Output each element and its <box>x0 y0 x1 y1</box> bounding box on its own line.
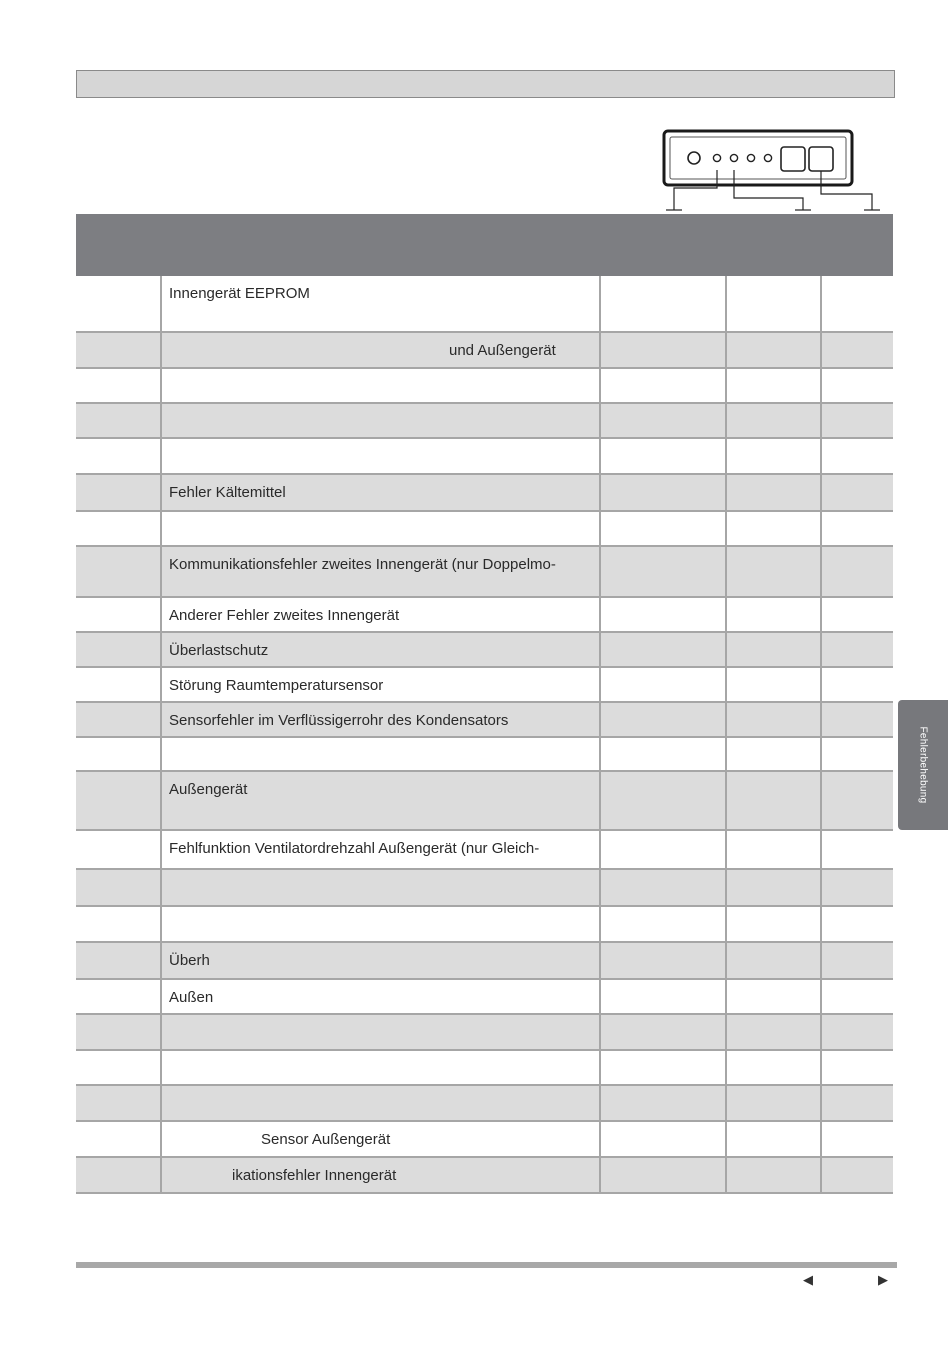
table-cell <box>822 333 893 367</box>
error-description-cell: Fehler Kältemittel <box>162 475 601 510</box>
previous-page-icon[interactable]: ◀ <box>803 1272 813 1287</box>
table-cell <box>822 598 893 631</box>
table-cell <box>76 512 162 545</box>
table-cell <box>601 668 727 701</box>
error-description-cell: Störung Raumtemperatursensor <box>162 668 601 701</box>
table-cell <box>76 369 162 402</box>
table-cell <box>727 1051 822 1084</box>
table-cell <box>601 943 727 978</box>
table-cell <box>822 276 893 331</box>
table-cell <box>727 980 822 1013</box>
table-cell <box>822 703 893 736</box>
table-row <box>76 831 893 870</box>
table-cell <box>727 668 822 701</box>
table-cell <box>76 276 162 331</box>
table-row <box>76 547 893 598</box>
error-description-cell <box>162 512 601 545</box>
table-cell <box>822 475 893 510</box>
table-cell <box>727 1158 822 1192</box>
table-cell <box>727 633 822 666</box>
table-cell <box>601 703 727 736</box>
table-cell <box>727 598 822 631</box>
side-tab-fehlerbehebung[interactable] <box>898 700 948 830</box>
table-cell <box>822 870 893 905</box>
table-cell <box>601 547 727 596</box>
table-cell <box>76 404 162 437</box>
table-cell <box>822 668 893 701</box>
table-cell <box>601 738 727 770</box>
table-cell <box>76 980 162 1013</box>
error-description-cell: Sensor Außengerät <box>162 1122 601 1156</box>
table-cell <box>727 907 822 941</box>
error-description-cell <box>162 907 601 941</box>
table-cell <box>727 439 822 473</box>
table-cell <box>822 1086 893 1120</box>
table-row <box>76 512 893 547</box>
table-row <box>76 980 893 1015</box>
table-cell <box>601 1122 727 1156</box>
table-cell <box>727 333 822 367</box>
table-row <box>76 1086 893 1122</box>
table-cell <box>822 1158 893 1192</box>
table-cell <box>727 831 822 868</box>
table-cell <box>601 598 727 631</box>
table-cell <box>822 1015 893 1049</box>
table-cell <box>822 1051 893 1084</box>
table-cell <box>76 668 162 701</box>
table-row <box>76 633 893 668</box>
table-cell <box>727 276 822 331</box>
table-cell <box>601 475 727 510</box>
table-cell <box>76 547 162 596</box>
table-cell <box>727 703 822 736</box>
error-description-cell: Innengerät EEPROM <box>162 276 601 331</box>
table-cell <box>822 547 893 596</box>
error-description-cell <box>162 369 601 402</box>
table-cell <box>601 1086 727 1120</box>
table-cell <box>727 943 822 978</box>
table-cell <box>76 738 162 770</box>
table-cell <box>822 738 893 770</box>
table-cell <box>601 404 727 437</box>
table-cell <box>76 1051 162 1084</box>
table-cell <box>76 1086 162 1120</box>
table-cell <box>727 738 822 770</box>
table-row <box>76 738 893 772</box>
error-description-cell: Außen <box>162 980 601 1013</box>
table-cell <box>727 369 822 402</box>
table-row <box>76 703 893 738</box>
table-cell <box>601 512 727 545</box>
table-row <box>76 1122 893 1158</box>
table-cell <box>601 907 727 941</box>
table-row <box>76 1051 893 1086</box>
table-row <box>76 1158 893 1194</box>
table-cell <box>76 831 162 868</box>
table-cell <box>822 404 893 437</box>
display-panel-diagram <box>660 128 892 218</box>
error-description-cell <box>162 738 601 770</box>
table-cell <box>822 831 893 868</box>
error-description-cell: und Außengerät <box>162 333 601 367</box>
error-description-cell <box>162 870 601 905</box>
table-cell <box>822 1122 893 1156</box>
table-row <box>76 369 893 404</box>
table-row <box>76 668 893 703</box>
table-cell <box>727 1086 822 1120</box>
table-cell <box>822 907 893 941</box>
table-cell <box>76 1158 162 1192</box>
table-cell <box>822 772 893 829</box>
table-cell <box>601 633 727 666</box>
error-description-cell: ikationsfehler Innengerät <box>162 1158 601 1192</box>
table-cell <box>822 980 893 1013</box>
table-row <box>76 1015 893 1051</box>
table-row <box>76 439 893 475</box>
error-description-cell: Überlastschutz <box>162 633 601 666</box>
error-description-cell: Überh <box>162 943 601 978</box>
table-row <box>76 870 893 907</box>
table-cell <box>727 772 822 829</box>
table-cell <box>601 772 727 829</box>
footer-rule <box>76 1262 897 1268</box>
table-cell <box>76 907 162 941</box>
error-description-cell <box>162 404 601 437</box>
table-row <box>76 475 893 512</box>
table-cell <box>76 703 162 736</box>
table-cell <box>727 1122 822 1156</box>
table-cell <box>727 404 822 437</box>
table-cell <box>76 772 162 829</box>
error-description-cell <box>162 1051 601 1084</box>
table-cell <box>601 439 727 473</box>
table-cell <box>76 1122 162 1156</box>
error-description-cell <box>162 439 601 473</box>
table-cell <box>727 1015 822 1049</box>
title-bar <box>76 70 895 98</box>
table-row <box>76 404 893 439</box>
table-row <box>76 598 893 633</box>
error-description-cell <box>162 1086 601 1120</box>
table-cell <box>601 1015 727 1049</box>
table-header <box>76 214 893 276</box>
table-cell <box>76 943 162 978</box>
table-cell <box>822 512 893 545</box>
table-cell <box>601 1158 727 1192</box>
table-cell <box>76 870 162 905</box>
error-description-cell: Anderer Fehler zweites Innengerät <box>162 598 601 631</box>
error-description-cell <box>162 1015 601 1049</box>
table-row <box>76 943 893 980</box>
table-body <box>76 276 893 1194</box>
table-cell <box>727 870 822 905</box>
side-tab-label: Fehlerbehebung <box>917 726 929 804</box>
table-cell <box>601 369 727 402</box>
table-cell <box>76 598 162 631</box>
table-cell <box>601 870 727 905</box>
error-description-cell: Außengerät <box>162 772 601 829</box>
table-cell <box>601 1051 727 1084</box>
table-cell <box>76 333 162 367</box>
table-cell <box>601 980 727 1013</box>
table-row <box>76 276 893 333</box>
error-description-cell: Sensorfehler im Verflüssigerrohr des Kondensators <box>162 703 601 736</box>
table-cell <box>822 943 893 978</box>
table-cell <box>76 439 162 473</box>
table-cell <box>727 547 822 596</box>
table-row <box>76 333 893 369</box>
error-description-cell: Kommunikationsfehler zweites Innengerät (nur Doppelmo- <box>162 547 601 596</box>
table-cell <box>822 633 893 666</box>
table-cell <box>822 369 893 402</box>
table-cell <box>727 512 822 545</box>
table-cell <box>601 333 727 367</box>
table-row <box>76 907 893 943</box>
error-description-cell: Fehlfunktion Ventilatordrehzahl Außengerät (nur Gleich- <box>162 831 601 868</box>
table-cell <box>727 475 822 510</box>
table-cell <box>76 475 162 510</box>
table-cell <box>822 439 893 473</box>
table-row <box>76 772 893 831</box>
table-cell <box>601 276 727 331</box>
next-page-icon[interactable]: ▶ <box>878 1272 888 1287</box>
table-cell <box>76 1015 162 1049</box>
error-code-table <box>76 214 893 1194</box>
table-cell <box>601 831 727 868</box>
table-cell <box>76 633 162 666</box>
